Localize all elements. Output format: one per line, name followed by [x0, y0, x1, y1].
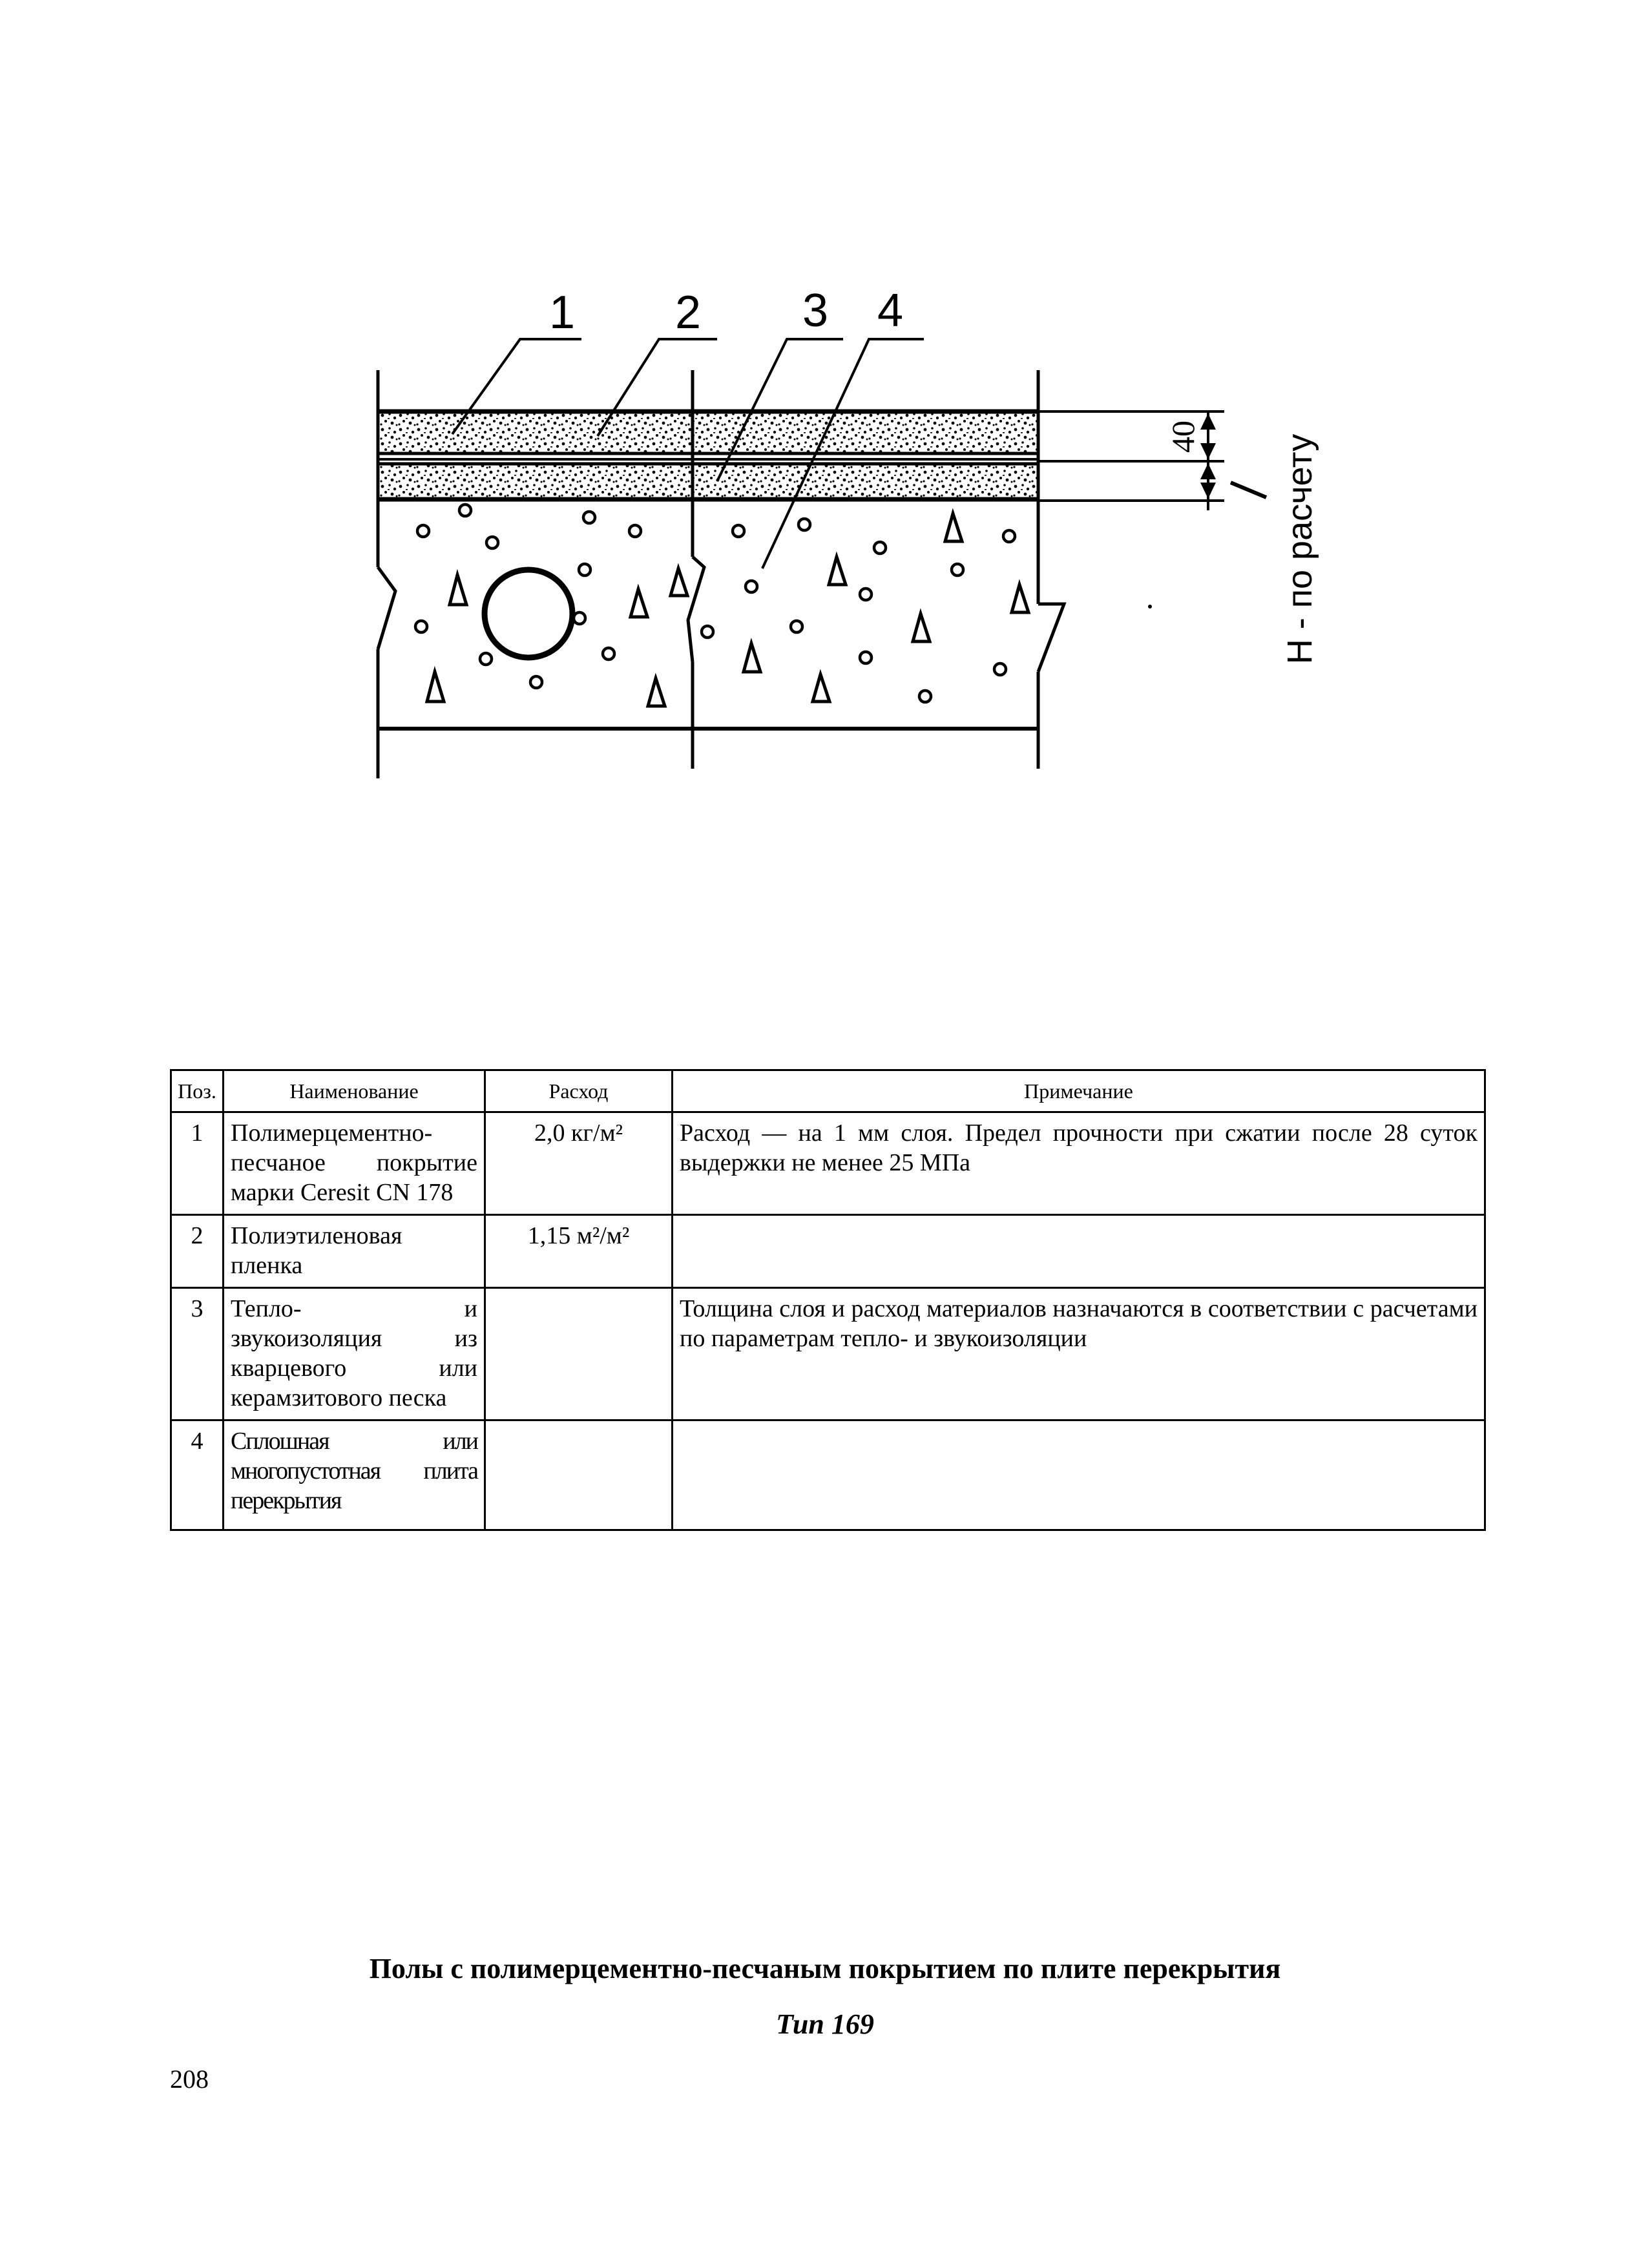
insulation-sand-layer — [378, 464, 1038, 497]
coating-layer — [378, 412, 1038, 452]
table-row — [171, 1112, 1485, 1215]
callout-3: 3 — [802, 285, 829, 337]
table-row — [171, 1288, 1485, 1420]
dimension-40: 40 — [1165, 421, 1201, 453]
cell-rate: 1,15 м²/м² — [485, 1215, 673, 1288]
specification-table — [170, 1069, 1486, 1531]
cell-note: Толщина слоя и расход материалов назначаются в соответствии с расчетами по параметрам тепло- и звукоизоляции — [673, 1288, 1485, 1420]
cell-name: Полиэтиленовая пленка — [224, 1215, 485, 1288]
table-row — [171, 1420, 1485, 1530]
cell-name: Тепло- и звукоизоляция из кварцевого или керамзитового песка — [224, 1288, 485, 1420]
callout-1: 1 — [548, 287, 576, 338]
cell-rate — [485, 1288, 673, 1420]
cell-pos: 1 — [171, 1112, 224, 1215]
callout-4: 4 — [877, 285, 904, 337]
header-rate: Расход — [485, 1070, 673, 1112]
stray-dot — [1148, 605, 1152, 609]
cell-name: Полимерцементно-песчаное покрытие марки Ceresit CN 178 — [224, 1112, 485, 1215]
aggregate-triangles — [427, 514, 1029, 706]
table-row — [171, 1215, 1485, 1288]
floor-section-drawing — [0, 0, 1650, 840]
cell-note — [673, 1420, 1485, 1530]
cell-pos: 2 — [171, 1215, 224, 1288]
cell-pos: 3 — [171, 1288, 224, 1420]
dimension-h-tick — [1231, 483, 1266, 497]
header-pos: Поз. — [171, 1070, 224, 1112]
slab-void-circle — [485, 570, 572, 658]
break-right — [1038, 604, 1064, 672]
aggregate-circles — [415, 505, 1015, 702]
dimension-lines — [1038, 411, 1266, 510]
cell-rate: 2,0 кг/м² — [485, 1112, 673, 1215]
layer-lines — [378, 411, 1038, 729]
cell-rate — [485, 1420, 673, 1530]
height-note: Н - по расчету — [1280, 433, 1319, 665]
break-left — [378, 567, 395, 649]
drawing-caption-title: Полы с полимерцементно-песчаным покрытием по плите перекрытия — [369, 1953, 1281, 1984]
cell-pos: 4 — [171, 1420, 224, 1530]
dimension-arrows — [1200, 413, 1216, 499]
break-middle — [688, 557, 704, 662]
drawing-caption-type: Тип 169 — [776, 2008, 874, 2040]
page-number: 208 — [170, 2065, 209, 2094]
cell-note — [673, 1215, 1485, 1288]
cell-note: Расход — на 1 мм слоя. Предел прочности при сжатии после 28 суток выдержки не менее 25 МПа — [673, 1112, 1485, 1215]
cell-name: Сплошная или многопустотная плита перекрытия — [224, 1420, 485, 1530]
header-name: Наименование — [224, 1070, 485, 1112]
table-header-row — [171, 1070, 1485, 1112]
callout-2: 2 — [674, 287, 702, 338]
header-note: Примечание — [673, 1070, 1485, 1112]
